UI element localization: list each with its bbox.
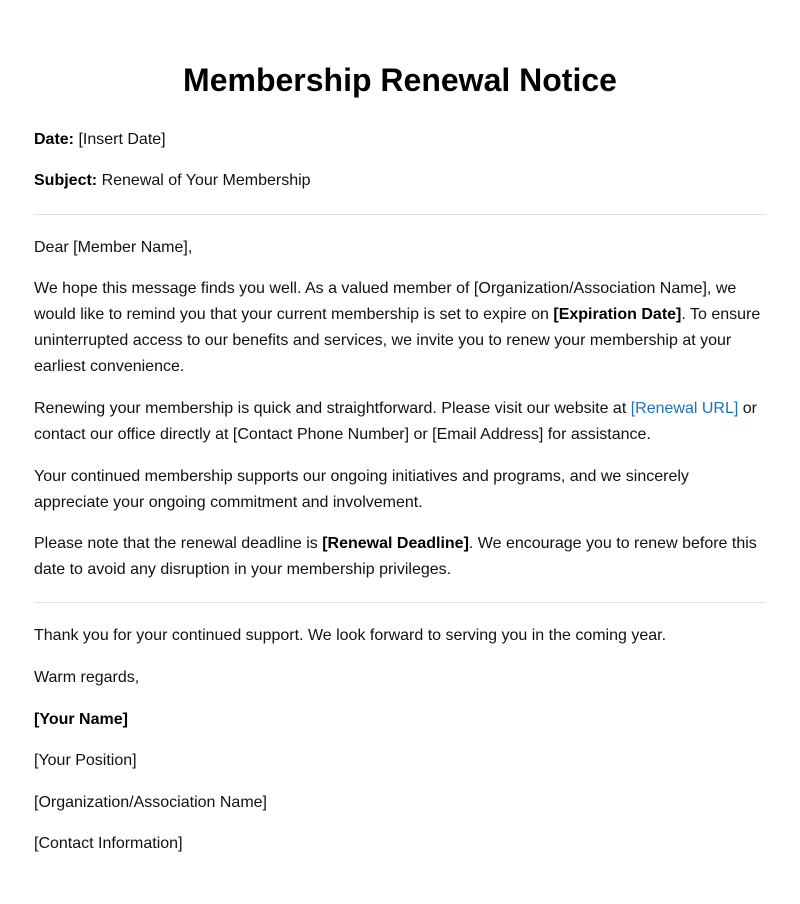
paragraph-renewing-text-before: Renewing your membership is quick and straightforward. Please visit our website at [34, 400, 631, 417]
paragraph-renewing-text-after: or contact our office directly at [Contact Phone Number] or [Email Address] for assistance. [34, 400, 757, 443]
signer-name: [Your Name] [34, 711, 128, 728]
subject-line [34, 168, 766, 194]
paragraph-deadline-text-after: . We encourage you to renew before this date to avoid any disruption in your membership privileges. [34, 535, 757, 578]
date-label: Date: [34, 131, 75, 148]
renewal-url-link[interactable]: [Renewal URL] [630, 400, 739, 417]
date-line [34, 127, 766, 153]
paragraph-expiration-text-after: . To ensure uninterrupted access to our benefits and services, we invite you to renew your membership at your earliest convenience. [34, 306, 761, 375]
sign-off: Warm regards, [34, 669, 140, 686]
signer-position: [Your Position] [34, 752, 137, 769]
paragraph-deadline [34, 531, 766, 583]
paragraph-expiration-text-before: We hope this message finds you well. As a valued member of [Organization/Association Name], we would like to remind you that your current membership is set to expire on [34, 280, 737, 323]
subject-label: Subject: [34, 172, 98, 189]
subject-value: Renewal of Your Membership [97, 172, 311, 189]
paragraph-deadline-text-before: Please note that the renewal deadline is [34, 535, 323, 552]
divider-top [34, 214, 766, 215]
paragraph-renewing [34, 396, 766, 448]
signer-contact: [Contact Information] [34, 835, 183, 852]
closing-thanks: Thank you for your continued support. We look forward to serving you in the coming year. [34, 627, 667, 644]
paragraph-expiration [34, 276, 766, 380]
signer-organization: [Organization/Association Name] [34, 794, 267, 811]
expiration-date: [Expiration Date] [553, 306, 682, 323]
renewal-deadline: [Renewal Deadline] [322, 535, 469, 552]
divider-bottom [34, 602, 766, 603]
greeting: Dear [Member Name], [34, 239, 193, 256]
page-title: Membership Renewal Notice [183, 62, 617, 98]
paragraph-support: Your continued membership supports our ongoing initiatives and programs, and we sincerely appreciate your ongoing commitment and involvement. [34, 468, 689, 511]
date-value: [Insert Date] [74, 131, 166, 148]
